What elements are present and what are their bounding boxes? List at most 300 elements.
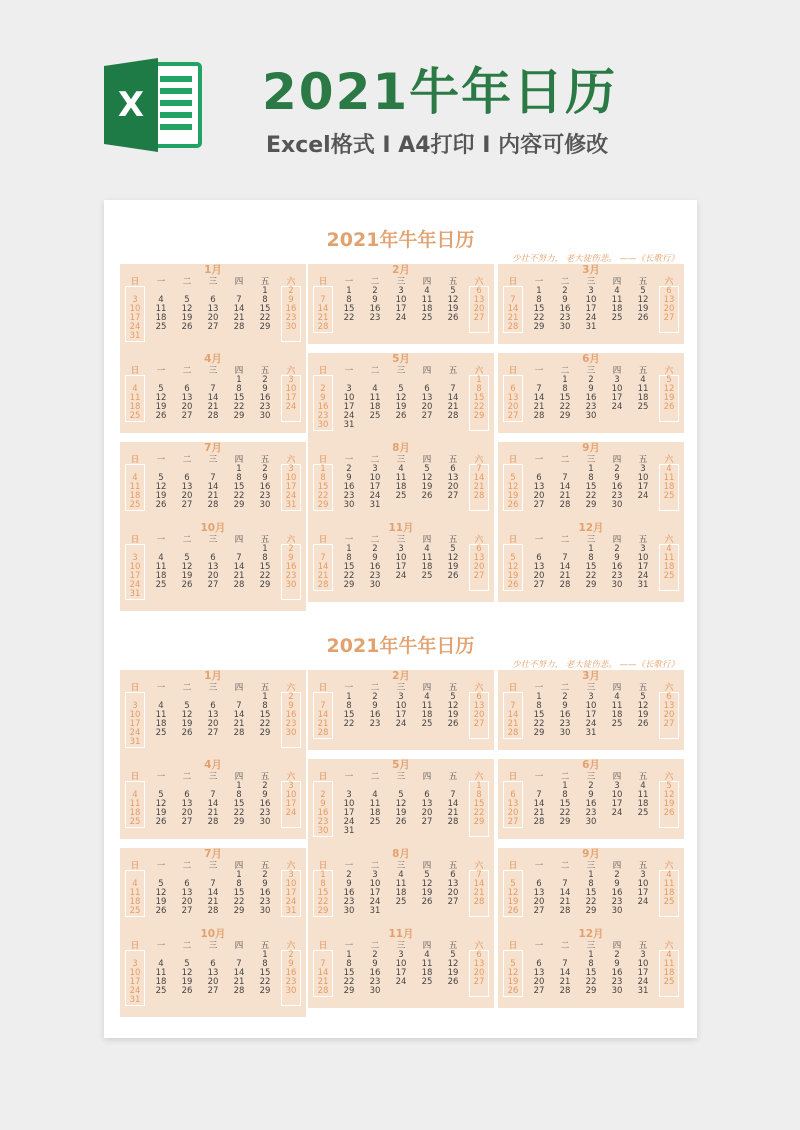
day-cell: 11 xyxy=(663,879,675,889)
weekday-label: 二 xyxy=(182,861,192,871)
day-cell: 13 xyxy=(533,888,545,898)
day-cell: 12 xyxy=(421,473,433,483)
day-cell: 14 xyxy=(207,799,219,809)
weekday-label: 四 xyxy=(234,941,244,951)
day-cell: 17 xyxy=(637,482,649,492)
weekday-label: 五 xyxy=(260,455,270,465)
day-cell: 1 xyxy=(346,692,352,702)
day-cell: 28 xyxy=(473,491,485,501)
day-cell: 1 xyxy=(588,950,594,960)
day-cell: 17 xyxy=(285,482,297,492)
day-cell: 28 xyxy=(233,986,245,996)
day-cell: 24 xyxy=(285,491,297,501)
weekday-label: 六 xyxy=(664,861,674,871)
day-cell: 9 xyxy=(262,790,268,800)
day-cell: 12 xyxy=(507,968,519,978)
day-cell: 16 xyxy=(259,799,271,809)
day-cell: 28 xyxy=(559,986,571,996)
month-name: 2月 xyxy=(392,670,410,682)
day-cell: 4 xyxy=(424,692,430,702)
day-cell: 25 xyxy=(395,491,407,501)
day-cell: 24 xyxy=(637,571,649,581)
day-cell: 3 xyxy=(288,870,294,880)
day-cell: 14 xyxy=(233,562,245,572)
day-cell: 8 xyxy=(346,701,352,711)
day-cell: 6 xyxy=(184,790,190,800)
day-cell: 26 xyxy=(447,977,459,987)
day-cell: 15 xyxy=(585,562,597,572)
day-cell: 30 xyxy=(585,817,597,827)
day-cell: 22 xyxy=(259,977,271,987)
month-block xyxy=(308,442,494,522)
weekday-label: 日 xyxy=(318,941,328,951)
weekday-label: 五 xyxy=(638,277,648,287)
weekday-label: 一 xyxy=(534,683,544,693)
day-cell: 20 xyxy=(533,491,545,501)
day-cell: 20 xyxy=(663,710,675,720)
weekday-header xyxy=(120,861,306,871)
day-cell: 28 xyxy=(317,728,329,738)
weekday-label: 三 xyxy=(586,277,596,287)
day-cell: 2 xyxy=(562,692,568,702)
day-cell: 12 xyxy=(447,295,459,305)
day-cell: 3 xyxy=(288,464,294,474)
weekday-label: 日 xyxy=(318,455,328,465)
day-cell: 10 xyxy=(637,553,649,563)
day-cell: 20 xyxy=(533,977,545,987)
day-cell: 7 xyxy=(236,553,242,563)
day-cell: 1 xyxy=(346,950,352,960)
day-cell: 30 xyxy=(559,728,571,738)
day-cell: 14 xyxy=(207,888,219,898)
day-cell: 29 xyxy=(585,500,597,510)
weekday-label: 六 xyxy=(286,535,296,545)
day-cell: 15 xyxy=(343,710,355,720)
day-cell: 31 xyxy=(369,500,381,510)
weekday-label: 六 xyxy=(286,366,296,376)
day-cell: 6 xyxy=(424,790,430,800)
day-cell: 25 xyxy=(637,808,649,818)
day-cell: 23 xyxy=(585,808,597,818)
day-cell: 31 xyxy=(585,322,597,332)
day-cell: 12 xyxy=(181,710,193,720)
day-cell: 16 xyxy=(343,888,355,898)
day-cell: 9 xyxy=(346,473,352,483)
day-cell: 17 xyxy=(585,304,597,314)
weekday-label: 日 xyxy=(318,277,328,287)
day-cell: 15 xyxy=(317,888,329,898)
weekday-label: 三 xyxy=(396,366,406,376)
month-name: 11月 xyxy=(388,928,414,940)
day-cell: 23 xyxy=(343,897,355,907)
day-cell: 11 xyxy=(129,393,141,403)
month-name: 8月 xyxy=(392,442,410,454)
weekday-label: 二 xyxy=(182,277,192,287)
day-cell: 6 xyxy=(184,473,190,483)
weekday-label: 六 xyxy=(286,772,296,782)
day-cell: 26 xyxy=(421,491,433,501)
day-cell: 7 xyxy=(236,959,242,969)
day-cell: 26 xyxy=(181,728,193,738)
day-cell: 27 xyxy=(663,313,675,323)
month-block xyxy=(308,928,494,1008)
weekday-label: 六 xyxy=(286,861,296,871)
day-cell: 30 xyxy=(285,728,297,738)
day-cell: 19 xyxy=(663,393,675,403)
day-cell: 23 xyxy=(559,313,571,323)
day-cell: 23 xyxy=(559,719,571,729)
day-cell: 4 xyxy=(158,295,164,305)
day-cell: 29 xyxy=(585,580,597,590)
day-cell: 22 xyxy=(533,719,545,729)
weekday-label: 六 xyxy=(664,277,674,287)
day-cell: 10 xyxy=(285,473,297,483)
day-cell: 2 xyxy=(320,384,326,394)
weekday-label: 五 xyxy=(260,941,270,951)
weekday-label: 四 xyxy=(234,366,244,376)
day-cell: 7 xyxy=(210,384,216,394)
day-cell: 8 xyxy=(588,553,594,563)
day-cell: 7 xyxy=(536,790,542,800)
day-cell: 4 xyxy=(132,473,138,483)
day-cell: 13 xyxy=(473,959,485,969)
weekday-label: 五 xyxy=(448,861,458,871)
weekday-label: 二 xyxy=(182,772,192,782)
day-cell: 16 xyxy=(559,710,571,720)
weekday-label: 六 xyxy=(286,941,296,951)
day-cell: 3 xyxy=(346,790,352,800)
day-cell: 25 xyxy=(395,897,407,907)
day-cell: 18 xyxy=(663,482,675,492)
day-cell: 19 xyxy=(447,562,459,572)
day-cell: 21 xyxy=(317,977,329,987)
day-cell: 22 xyxy=(343,719,355,729)
day-cell: 17 xyxy=(129,977,141,987)
month-name: 5月 xyxy=(392,759,410,771)
day-cell: 13 xyxy=(181,799,193,809)
day-cell: 11 xyxy=(663,473,675,483)
calendar-quote: 少壮不努力， 老大徒伤悲。 ——《长歌行》 xyxy=(512,660,679,670)
day-cell: 2 xyxy=(288,286,294,296)
day-cell: 2 xyxy=(372,692,378,702)
day-cell: 27 xyxy=(181,817,193,827)
day-cell: 20 xyxy=(473,968,485,978)
day-cell: 11 xyxy=(421,959,433,969)
day-cell: 16 xyxy=(259,888,271,898)
day-cell: 17 xyxy=(637,888,649,898)
weekday-label: 日 xyxy=(318,683,328,693)
weekday-label: 五 xyxy=(260,861,270,871)
day-cell: 10 xyxy=(585,701,597,711)
weekday-label: 五 xyxy=(448,941,458,951)
day-cell: 8 xyxy=(562,384,568,394)
day-cell: 26 xyxy=(507,986,519,996)
day-cell: 23 xyxy=(259,808,271,818)
day-cell: 14 xyxy=(533,393,545,403)
day-cell: 23 xyxy=(285,977,297,987)
weekday-label: 二 xyxy=(370,861,380,871)
weekday-label: 六 xyxy=(286,683,296,693)
day-cell: 21 xyxy=(533,808,545,818)
day-cell: 8 xyxy=(536,295,542,305)
day-cell: 11 xyxy=(155,710,167,720)
day-cell: 19 xyxy=(155,897,167,907)
day-cell: 24 xyxy=(585,313,597,323)
day-cell: 11 xyxy=(155,304,167,314)
weekday-label: 五 xyxy=(638,772,648,782)
day-cell: 18 xyxy=(421,710,433,720)
excel-logo-icon xyxy=(102,58,204,152)
day-cell: 24 xyxy=(395,977,407,987)
day-cell: 28 xyxy=(207,817,219,827)
day-cell: 26 xyxy=(447,313,459,323)
day-cell: 31 xyxy=(637,580,649,590)
day-cell: 26 xyxy=(663,402,675,412)
weekday-label: 日 xyxy=(130,772,140,782)
day-cell: 25 xyxy=(155,322,167,332)
day-cell: 4 xyxy=(640,375,646,385)
day-cell: 21 xyxy=(233,977,245,987)
day-cell: 21 xyxy=(233,571,245,581)
day-cell: 5 xyxy=(640,692,646,702)
day-cell: 11 xyxy=(611,295,623,305)
day-cell: 3 xyxy=(640,544,646,554)
weekday-label: 六 xyxy=(664,366,674,376)
month-name: 9月 xyxy=(582,442,600,454)
day-cell: 28 xyxy=(473,897,485,907)
day-cell: 21 xyxy=(559,897,571,907)
weekday-label: 二 xyxy=(560,772,570,782)
day-cell: 30 xyxy=(611,906,623,916)
weekday-header xyxy=(120,772,306,782)
day-cell: 22 xyxy=(559,808,571,818)
month-block xyxy=(498,928,684,1008)
day-cell: 1 xyxy=(262,950,268,960)
day-cell: 3 xyxy=(640,464,646,474)
day-cell: 17 xyxy=(395,304,407,314)
day-cell: 9 xyxy=(562,295,568,305)
day-cell: 24 xyxy=(343,817,355,827)
day-cell: 4 xyxy=(158,553,164,563)
day-cell: 1 xyxy=(236,375,242,385)
weekday-label: 三 xyxy=(208,366,218,376)
day-cell: 5 xyxy=(424,464,430,474)
day-cell: 6 xyxy=(666,286,672,296)
day-cell: 4 xyxy=(158,959,164,969)
day-cell: 1 xyxy=(236,870,242,880)
day-cell: 28 xyxy=(507,322,519,332)
day-cell: 6 xyxy=(210,701,216,711)
day-cell: 26 xyxy=(181,322,193,332)
day-cell: 8 xyxy=(262,959,268,969)
day-cell: 13 xyxy=(207,304,219,314)
day-cell: 19 xyxy=(447,710,459,720)
day-cell: 7 xyxy=(476,464,482,474)
month-block xyxy=(308,848,494,928)
weekday-label: 五 xyxy=(638,861,648,871)
day-cell: 16 xyxy=(317,402,329,412)
day-cell: 8 xyxy=(536,701,542,711)
day-cell: 26 xyxy=(507,580,519,590)
day-cell: 17 xyxy=(369,888,381,898)
month-block xyxy=(498,670,684,750)
day-cell: 23 xyxy=(343,491,355,501)
day-cell: 4 xyxy=(614,692,620,702)
weekday-label: 二 xyxy=(560,366,570,376)
day-cell: 7 xyxy=(236,295,242,305)
day-cell: 2 xyxy=(372,544,378,554)
day-cell: 20 xyxy=(507,402,519,412)
day-cell: 13 xyxy=(663,295,675,305)
weekday-label: 二 xyxy=(182,535,192,545)
month-name: 9月 xyxy=(582,848,600,860)
day-cell: 21 xyxy=(317,313,329,323)
day-cell: 31 xyxy=(129,331,141,341)
day-cell: 15 xyxy=(473,799,485,809)
day-cell: 19 xyxy=(181,719,193,729)
day-cell: 6 xyxy=(476,950,482,960)
day-cell: 30 xyxy=(317,826,329,836)
weekday-label: 日 xyxy=(130,683,140,693)
day-cell: 9 xyxy=(562,701,568,711)
day-cell: 27 xyxy=(663,719,675,729)
calendar-quote: 少壮不努力， 老大徒伤悲。 ——《长歌行》 xyxy=(512,254,679,264)
day-cell: 10 xyxy=(285,790,297,800)
day-cell: 28 xyxy=(233,322,245,332)
month-name: 10月 xyxy=(200,522,226,534)
month-block xyxy=(498,264,684,344)
day-cell: 18 xyxy=(637,393,649,403)
day-cell: 15 xyxy=(585,482,597,492)
day-cell: 3 xyxy=(132,701,138,711)
month-name: 11月 xyxy=(388,522,414,534)
weekday-label: 一 xyxy=(344,772,354,782)
month-name: 3月 xyxy=(582,670,600,682)
day-cell: 5 xyxy=(450,286,456,296)
day-cell: 3 xyxy=(288,781,294,791)
day-cell: 5 xyxy=(640,286,646,296)
weekday-header xyxy=(120,535,306,545)
day-cell: 23 xyxy=(585,402,597,412)
day-cell: 27 xyxy=(473,313,485,323)
calendar-sheet xyxy=(104,200,697,1038)
day-cell: 3 xyxy=(614,781,620,791)
day-cell: 9 xyxy=(288,701,294,711)
day-cell: 17 xyxy=(129,571,141,581)
day-cell: 9 xyxy=(262,473,268,483)
day-cell: 15 xyxy=(233,888,245,898)
weekday-label: 一 xyxy=(344,683,354,693)
weekday-label: 六 xyxy=(474,772,484,782)
day-cell: 25 xyxy=(611,313,623,323)
day-cell: 16 xyxy=(611,888,623,898)
day-cell: 11 xyxy=(129,888,141,898)
weekday-label: 日 xyxy=(318,366,328,376)
day-cell: 18 xyxy=(421,968,433,978)
day-cell: 11 xyxy=(663,959,675,969)
month-block xyxy=(308,264,494,344)
day-cell: 3 xyxy=(640,870,646,880)
day-cell: 21 xyxy=(207,491,219,501)
day-cell: 8 xyxy=(346,959,352,969)
day-cell: 28 xyxy=(447,817,459,827)
month-block xyxy=(120,353,306,433)
day-cell: 13 xyxy=(447,473,459,483)
day-cell: 10 xyxy=(395,295,407,305)
day-cell: 22 xyxy=(533,313,545,323)
month-name: 10月 xyxy=(200,928,226,940)
day-cell: 6 xyxy=(210,959,216,969)
day-cell: 23 xyxy=(285,313,297,323)
day-cell: 30 xyxy=(585,411,597,421)
day-cell: 21 xyxy=(559,491,571,501)
day-cell: 24 xyxy=(395,719,407,729)
day-cell: 11 xyxy=(611,701,623,711)
day-cell: 29 xyxy=(533,322,545,332)
day-cell: 14 xyxy=(233,304,245,314)
day-cell: 25 xyxy=(129,411,141,421)
day-cell: 25 xyxy=(663,571,675,581)
month-name: 1月 xyxy=(204,264,222,276)
day-cell: 23 xyxy=(259,897,271,907)
day-cell: 9 xyxy=(320,799,326,809)
day-cell: 25 xyxy=(155,580,167,590)
weekday-label: 三 xyxy=(208,941,218,951)
day-cell: 10 xyxy=(395,553,407,563)
day-cell: 13 xyxy=(447,879,459,889)
day-cell: 15 xyxy=(585,968,597,978)
day-cell: 18 xyxy=(369,808,381,818)
day-cell: 3 xyxy=(288,375,294,385)
day-cell: 24 xyxy=(611,808,623,818)
day-cell: 18 xyxy=(663,888,675,898)
day-cell: 19 xyxy=(181,977,193,987)
day-cell: 18 xyxy=(129,491,141,501)
day-cell: 8 xyxy=(236,473,242,483)
day-cell: 2 xyxy=(588,375,594,385)
day-cell: 13 xyxy=(473,295,485,305)
day-cell: 7 xyxy=(236,701,242,711)
day-cell: 12 xyxy=(637,295,649,305)
day-cell: 11 xyxy=(369,393,381,403)
weekday-label: 五 xyxy=(448,366,458,376)
weekday-label: 四 xyxy=(234,277,244,287)
day-cell: 22 xyxy=(259,719,271,729)
weekday-label: 四 xyxy=(422,861,432,871)
day-cell: 21 xyxy=(233,313,245,323)
day-cell: 26 xyxy=(155,411,167,421)
day-cell: 11 xyxy=(637,790,649,800)
day-cell: 12 xyxy=(637,701,649,711)
day-cell: 19 xyxy=(155,402,167,412)
day-cell: 24 xyxy=(369,897,381,907)
day-cell: 12 xyxy=(507,888,519,898)
day-cell: 25 xyxy=(369,411,381,421)
day-cell: 4 xyxy=(640,781,646,791)
day-cell: 18 xyxy=(155,313,167,323)
day-cell: 22 xyxy=(317,491,329,501)
day-cell: 14 xyxy=(559,562,571,572)
day-cell: 5 xyxy=(158,879,164,889)
weekday-label: 四 xyxy=(234,683,244,693)
day-cell: 13 xyxy=(663,701,675,711)
day-cell: 15 xyxy=(259,710,271,720)
day-cell: 28 xyxy=(207,411,219,421)
day-cell: 29 xyxy=(233,817,245,827)
day-cell: 4 xyxy=(132,384,138,394)
weekday-label: 二 xyxy=(182,455,192,465)
day-cell: 10 xyxy=(637,959,649,969)
